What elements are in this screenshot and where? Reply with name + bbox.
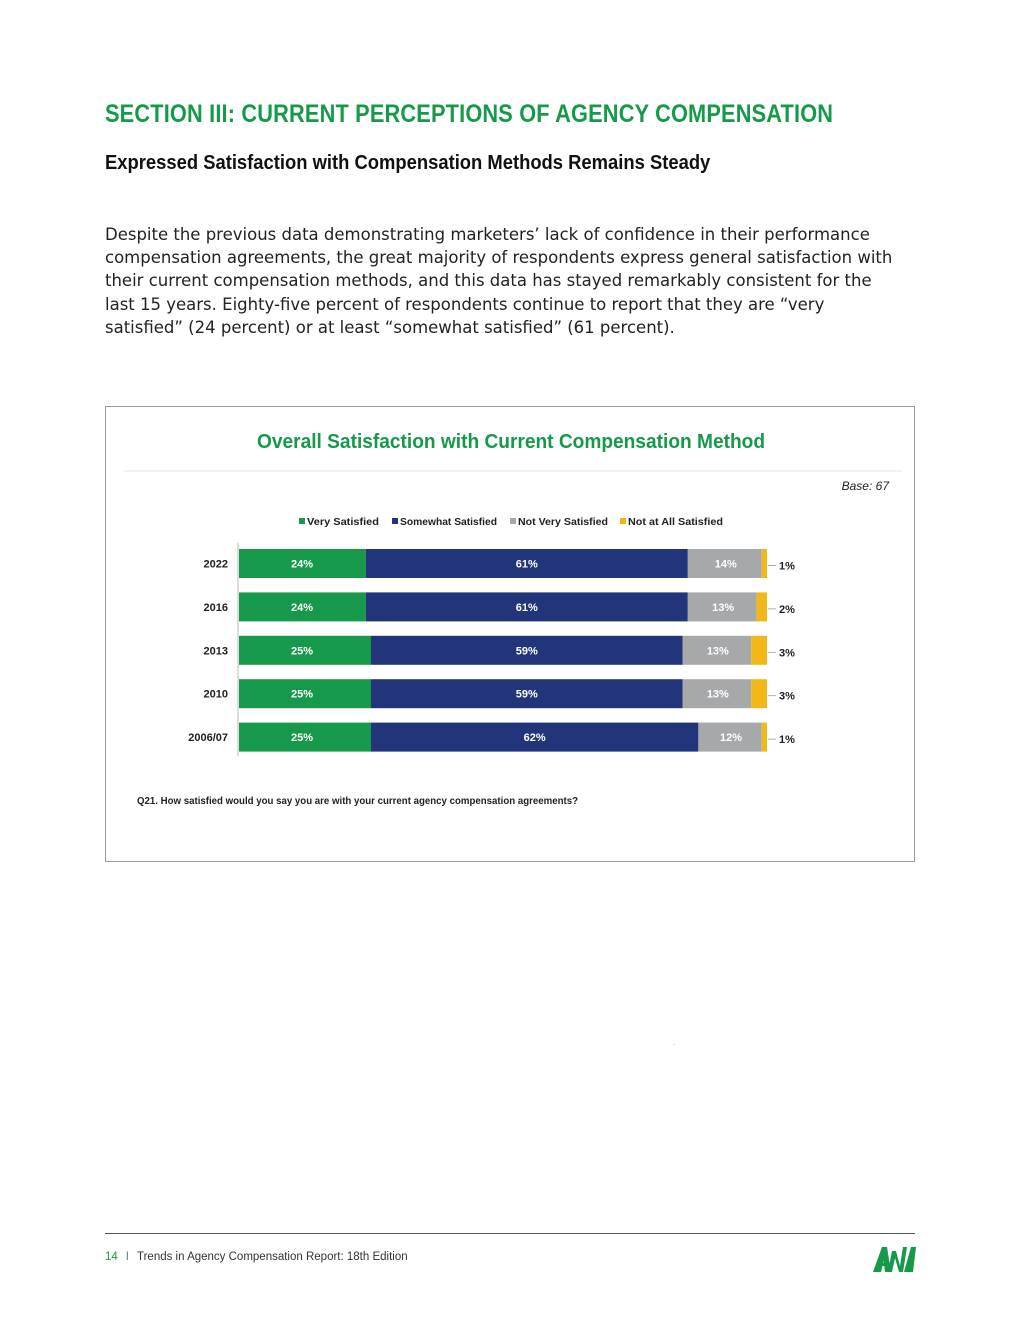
data-label: 24%: [290, 601, 314, 614]
satisfaction-chart: [106, 407, 914, 861]
legend-label: Very Satisfied: [307, 516, 379, 528]
category-label: 2016: [203, 601, 228, 614]
bar-segment: [762, 549, 767, 578]
section-title: SECTION III: CURRENT PERCEPTIONS OF AGENCY COMPENSATION: [105, 100, 834, 128]
chart-panel: [105, 406, 915, 862]
data-label: 25%: [290, 688, 314, 701]
logo-text: ANA: [673, 1045, 676, 1046]
chart-title: Overall Satisfaction with Current Compensation Method: [257, 431, 765, 453]
category-label: 2022: [203, 558, 228, 571]
data-label: 13%: [706, 645, 729, 658]
page-subtitle: Expressed Satisfaction with Compensation Methods Remains Steady: [105, 152, 711, 174]
footer-divider: [105, 1233, 915, 1234]
legend-label: Somewhat Satisfied: [400, 516, 497, 528]
bar-segment: [762, 723, 767, 752]
data-label: 3%: [779, 690, 795, 703]
bar-segment: [751, 679, 767, 708]
chart-footnote: Q21. How satisfied would you say you are with your current agency compensation agreements?: [137, 795, 578, 807]
legend-label: Not at All Satisfied: [628, 516, 723, 528]
legend-swatch: [620, 518, 626, 524]
data-label: 24%: [290, 558, 314, 571]
legend-label: Not Very Satisfied: [518, 516, 608, 528]
category-label: 2010: [203, 688, 228, 701]
data-label: 59%: [515, 688, 538, 701]
data-label: 61%: [515, 601, 538, 614]
data-label: 62%: [523, 732, 546, 745]
data-label: 12%: [720, 732, 743, 745]
category-label: 2013: [203, 645, 228, 658]
category-label: 2006/07: [188, 732, 228, 745]
legend-swatch: [510, 518, 516, 524]
page-footer: [105, 1251, 408, 1263]
data-label: 14%: [714, 558, 737, 571]
footer-separator: I: [125, 1251, 129, 1263]
data-label: 2%: [779, 603, 795, 616]
data-label: 25%: [290, 645, 314, 658]
page-number: 14: [105, 1251, 118, 1263]
report-title: Trends in Agency Compensation Report: 18th Edition: [137, 1251, 408, 1263]
data-label: 61%: [515, 558, 538, 571]
base-note: Base: 67: [841, 479, 889, 493]
data-label: 59%: [515, 645, 538, 658]
ana-logo: [673, 1045, 917, 1273]
data-label: 1%: [779, 734, 795, 747]
data-label: 13%: [706, 688, 729, 701]
body-paragraph: Despite the previous data demonstrating marketers’ lack of confidence in their performance compensation agreements, the great majority of respondents express general satisfaction with their current compensation methods, and this data has stayed remarkably consistent for the last 15 years. Eighty-five percent of respondents continue to report that they are “very satisfied” (24 percent) or at least “somewhat satisfied” (61 percent).: [105, 225, 893, 337]
bar-segment: [751, 636, 767, 665]
data-label: 1%: [779, 560, 795, 573]
ana-logo-mark: [873, 1247, 916, 1272]
data-label: 13%: [712, 601, 735, 614]
legend-swatch: [299, 518, 305, 524]
legend-swatch: [392, 518, 398, 524]
bar-segment: [756, 592, 767, 621]
data-label: 3%: [779, 647, 795, 660]
data-label: 25%: [290, 732, 314, 745]
